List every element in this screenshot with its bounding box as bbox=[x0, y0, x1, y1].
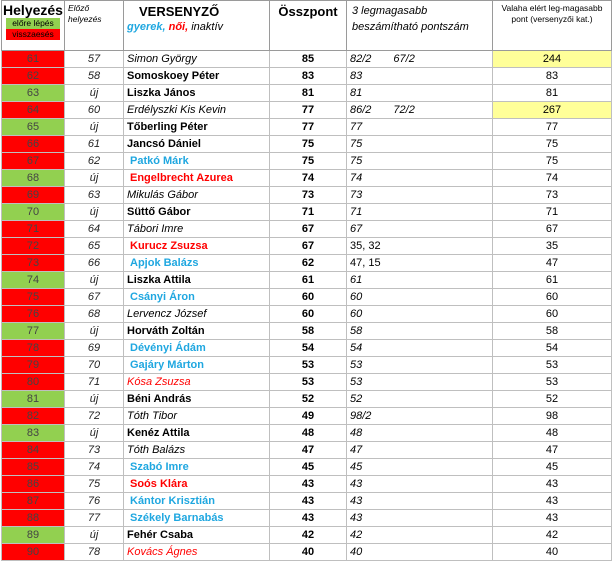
header-max-cell bbox=[493, 1, 612, 51]
competitor-name-cell: Tóth Balázs bbox=[124, 442, 270, 459]
rank-cell: 78 bbox=[2, 340, 65, 357]
total-points-cell: 53 bbox=[270, 357, 347, 374]
competitor-name-cell: Dévényi Ádám bbox=[124, 340, 270, 357]
best3-value-b: 72/2 bbox=[393, 103, 415, 116]
best3-value-a: 81 bbox=[350, 86, 363, 99]
competitor-name-cell: Liszka János bbox=[124, 85, 270, 102]
total-points-cell: 75 bbox=[270, 153, 347, 170]
competitor-name-cell: Tőberling Péter bbox=[124, 119, 270, 136]
rank-cell: 89 bbox=[2, 527, 65, 544]
best3-cell bbox=[347, 136, 493, 153]
total-points-cell: 81 bbox=[270, 85, 347, 102]
header-points-cell bbox=[270, 1, 347, 51]
table-row bbox=[2, 340, 612, 357]
rank-cell: 83 bbox=[2, 425, 65, 442]
rank-cell: 87 bbox=[2, 493, 65, 510]
rank-cell: 71 bbox=[2, 221, 65, 238]
max-points-cell: 43 bbox=[493, 510, 612, 527]
rank-cell: 61 bbox=[2, 51, 65, 68]
max-points-cell: 52 bbox=[493, 391, 612, 408]
rank-cell: 64 bbox=[2, 102, 65, 119]
competitor-name-cell: Somoskoey Péter bbox=[124, 68, 270, 85]
best3-value-a: 45 bbox=[350, 460, 363, 473]
rank-cell: 73 bbox=[2, 255, 65, 272]
table-row bbox=[2, 221, 612, 238]
total-points-cell: 45 bbox=[270, 459, 347, 476]
prev-rank-cell: 64 bbox=[65, 221, 124, 238]
rank-cell: 69 bbox=[2, 187, 65, 204]
best3-cell bbox=[347, 51, 493, 68]
header-row bbox=[2, 1, 612, 51]
table-row bbox=[2, 306, 612, 323]
prev-rank-cell: új bbox=[65, 170, 124, 187]
best3-cell bbox=[347, 170, 493, 187]
max-points-cell: 48 bbox=[493, 425, 612, 442]
max-points-cell: 60 bbox=[493, 306, 612, 323]
competitor-name-cell: Kurucz Zsuzsa bbox=[124, 238, 270, 255]
rank-cell: 62 bbox=[2, 68, 65, 85]
rank-cell: 70 bbox=[2, 204, 65, 221]
rank-cell: 82 bbox=[2, 408, 65, 425]
best3-cell bbox=[347, 102, 493, 119]
table-row bbox=[2, 187, 612, 204]
table-row bbox=[2, 119, 612, 136]
competitor-name-cell: Kenéz Attila bbox=[124, 425, 270, 442]
table-row bbox=[2, 255, 612, 272]
competitor-name-cell: Soós Klára bbox=[124, 476, 270, 493]
table-row bbox=[2, 510, 612, 527]
prev-rank-cell: 61 bbox=[65, 136, 124, 153]
table-row bbox=[2, 459, 612, 476]
rank-cell: 77 bbox=[2, 323, 65, 340]
max-points-cell: 74 bbox=[493, 170, 612, 187]
prev-rank-cell: 67 bbox=[65, 289, 124, 306]
max-points-cell: 45 bbox=[493, 459, 612, 476]
best3-cell bbox=[347, 527, 493, 544]
competitor-name-cell: Patkó Márk bbox=[124, 153, 270, 170]
table-row bbox=[2, 323, 612, 340]
table-row bbox=[2, 153, 612, 170]
prev-rank-cell: 78 bbox=[65, 544, 124, 561]
table-row bbox=[2, 527, 612, 544]
max-points-cell: 98 bbox=[493, 408, 612, 425]
best3-cell bbox=[347, 187, 493, 204]
rank-cell: 76 bbox=[2, 306, 65, 323]
max-points-cell: 53 bbox=[493, 374, 612, 391]
competitor-name-cell: Tóth Tibor bbox=[124, 408, 270, 425]
table-row bbox=[2, 204, 612, 221]
total-points-cell: 42 bbox=[270, 527, 347, 544]
total-points-cell: 62 bbox=[270, 255, 347, 272]
table-row bbox=[2, 272, 612, 289]
competitor-name-cell: Lervencz József bbox=[124, 306, 270, 323]
rank-cell: 86 bbox=[2, 476, 65, 493]
total-points-cell: 47 bbox=[270, 442, 347, 459]
best3-value-a: 67 bbox=[350, 222, 363, 235]
best3-value-a: 82/2 bbox=[350, 52, 372, 65]
rank-cell: 63 bbox=[2, 85, 65, 102]
total-points-cell: 49 bbox=[270, 408, 347, 425]
best3-cell bbox=[347, 289, 493, 306]
legend-youth: gyerek, bbox=[127, 21, 166, 33]
best3-value-a: 61 bbox=[350, 273, 363, 286]
total-points-cell: 85 bbox=[270, 51, 347, 68]
competitor-name-cell: Kósa Zsuzsa bbox=[124, 374, 270, 391]
max-points-cell: 77 bbox=[493, 119, 612, 136]
best3-value-a: 77 bbox=[350, 120, 363, 133]
header-prev-title: Előző helyezés bbox=[68, 3, 102, 24]
header-name-title: VERSENYZŐ bbox=[139, 4, 220, 19]
table-row bbox=[2, 289, 612, 306]
best3-value-a: 83 bbox=[350, 69, 363, 82]
best3-cell bbox=[347, 374, 493, 391]
prev-rank-cell: új bbox=[65, 527, 124, 544]
prev-rank-cell: 63 bbox=[65, 187, 124, 204]
competitor-name-cell: Apjok Balázs bbox=[124, 255, 270, 272]
table-row bbox=[2, 442, 612, 459]
best3-cell bbox=[347, 323, 493, 340]
best3-value-a: 71 bbox=[350, 205, 363, 218]
competitor-name-cell: Süttő Gábor bbox=[124, 204, 270, 221]
total-points-cell: 73 bbox=[270, 187, 347, 204]
best3-value-a: 60 bbox=[350, 290, 363, 303]
header-rank-cell bbox=[2, 1, 65, 51]
header-rank-title: Helyezés bbox=[3, 2, 63, 18]
total-points-cell: 74 bbox=[270, 170, 347, 187]
prev-rank-cell: 72 bbox=[65, 408, 124, 425]
table-row bbox=[2, 238, 612, 255]
prev-rank-cell: új bbox=[65, 425, 124, 442]
best3-value-a: 52 bbox=[350, 392, 363, 405]
rank-cell: 67 bbox=[2, 153, 65, 170]
best3-cell bbox=[347, 272, 493, 289]
total-points-cell: 71 bbox=[270, 204, 347, 221]
table-row bbox=[2, 357, 612, 374]
best3-value-a: 53 bbox=[350, 358, 363, 371]
table-row bbox=[2, 102, 612, 119]
prev-rank-cell: 75 bbox=[65, 476, 124, 493]
competitor-name-cell: Béni András bbox=[124, 391, 270, 408]
table-row bbox=[2, 408, 612, 425]
max-points-cell: 47 bbox=[493, 442, 612, 459]
total-points-cell: 40 bbox=[270, 544, 347, 561]
prev-rank-cell: 71 bbox=[65, 374, 124, 391]
best3-value-a: 86/2 bbox=[350, 103, 372, 116]
best3-value-a: 43 bbox=[350, 511, 363, 524]
rank-cell: 68 bbox=[2, 170, 65, 187]
best3-cell bbox=[347, 442, 493, 459]
best3-value-a: 60 bbox=[350, 307, 363, 320]
total-points-cell: 48 bbox=[270, 425, 347, 442]
best3-value-a: 75 bbox=[350, 154, 363, 167]
max-points-cell: 60 bbox=[493, 289, 612, 306]
table-row bbox=[2, 391, 612, 408]
rank-cell: 79 bbox=[2, 357, 65, 374]
rank-cell: 80 bbox=[2, 374, 65, 391]
competitor-name-cell: Horváth Zoltán bbox=[124, 323, 270, 340]
rank-cell: 84 bbox=[2, 442, 65, 459]
prev-rank-cell: 62 bbox=[65, 153, 124, 170]
best3-cell bbox=[347, 85, 493, 102]
prev-rank-cell: új bbox=[65, 391, 124, 408]
rank-cell: 74 bbox=[2, 272, 65, 289]
max-points-cell: 43 bbox=[493, 493, 612, 510]
best3-value-a: 58 bbox=[350, 324, 363, 337]
table-row bbox=[2, 68, 612, 85]
prev-rank-cell: 74 bbox=[65, 459, 124, 476]
best3-cell bbox=[347, 408, 493, 425]
max-points-cell: 71 bbox=[493, 204, 612, 221]
max-points-cell: 267 bbox=[493, 102, 612, 119]
best3-cell bbox=[347, 476, 493, 493]
prev-rank-cell: 58 bbox=[65, 68, 124, 85]
total-points-cell: 60 bbox=[270, 289, 347, 306]
best3-cell bbox=[347, 493, 493, 510]
total-points-cell: 77 bbox=[270, 119, 347, 136]
best3-cell bbox=[347, 391, 493, 408]
prev-rank-cell: 73 bbox=[65, 442, 124, 459]
max-points-cell: 75 bbox=[493, 136, 612, 153]
best3-value-b: 67/2 bbox=[393, 52, 415, 65]
header-max-title: Valaha elért leg-magasabb pont (versenyzői kat.) bbox=[501, 3, 603, 24]
max-points-cell: 75 bbox=[493, 153, 612, 170]
best3-cell bbox=[347, 340, 493, 357]
header-prev-cell bbox=[65, 1, 124, 51]
best3-cell bbox=[347, 238, 493, 255]
total-points-cell: 43 bbox=[270, 476, 347, 493]
best3-value-a: 47 bbox=[350, 443, 363, 456]
prev-rank-cell: 57 bbox=[65, 51, 124, 68]
prev-rank-cell: 70 bbox=[65, 357, 124, 374]
table-row bbox=[2, 170, 612, 187]
prev-rank-cell: 69 bbox=[65, 340, 124, 357]
prev-rank-cell: új bbox=[65, 272, 124, 289]
header-legend bbox=[127, 21, 266, 34]
total-points-cell: 43 bbox=[270, 493, 347, 510]
table-row bbox=[2, 425, 612, 442]
rank-cell: 88 bbox=[2, 510, 65, 527]
prev-rank-cell: új bbox=[65, 85, 124, 102]
max-points-cell: 42 bbox=[493, 527, 612, 544]
total-points-cell: 77 bbox=[270, 102, 347, 119]
prev-rank-cell: 77 bbox=[65, 510, 124, 527]
best3-value-a: 74 bbox=[350, 171, 363, 184]
total-points-cell: 60 bbox=[270, 306, 347, 323]
best3-value-a: 48 bbox=[350, 426, 363, 439]
max-points-cell: 43 bbox=[493, 476, 612, 493]
total-points-cell: 61 bbox=[270, 272, 347, 289]
total-points-cell: 54 bbox=[270, 340, 347, 357]
best3-value-a: 98/2 bbox=[350, 409, 372, 422]
table-row bbox=[2, 136, 612, 153]
prev-rank-cell: új bbox=[65, 323, 124, 340]
header-rank-down-label: visszaesés bbox=[6, 29, 60, 40]
max-points-cell: 47 bbox=[493, 255, 612, 272]
best3-value-a: 43 bbox=[350, 494, 363, 507]
competitor-name-cell: Csányi Áron bbox=[124, 289, 270, 306]
total-points-cell: 83 bbox=[270, 68, 347, 85]
table-row bbox=[2, 85, 612, 102]
ranking-table bbox=[1, 0, 612, 561]
competitor-name-cell: Engelbrecht Azurea bbox=[124, 170, 270, 187]
best3-cell bbox=[347, 306, 493, 323]
max-points-cell: 35 bbox=[493, 238, 612, 255]
competitor-name-cell: Liszka Attila bbox=[124, 272, 270, 289]
best3-value-a: 43 bbox=[350, 477, 363, 490]
competitor-name-cell: Mikulás Gábor bbox=[124, 187, 270, 204]
legend-inactive: inaktív bbox=[191, 21, 224, 33]
max-points-cell: 73 bbox=[493, 187, 612, 204]
prev-rank-cell: 66 bbox=[65, 255, 124, 272]
competitor-name-cell: Fehér Csaba bbox=[124, 527, 270, 544]
max-points-cell: 58 bbox=[493, 323, 612, 340]
table-row bbox=[2, 493, 612, 510]
total-points-cell: 75 bbox=[270, 136, 347, 153]
table-row bbox=[2, 374, 612, 391]
max-points-cell: 53 bbox=[493, 357, 612, 374]
rank-cell: 81 bbox=[2, 391, 65, 408]
best3-cell bbox=[347, 68, 493, 85]
prev-rank-cell: 65 bbox=[65, 238, 124, 255]
prev-rank-cell: 76 bbox=[65, 493, 124, 510]
legend-female: női, bbox=[168, 21, 189, 33]
header-rank-up-label: előre lépés bbox=[6, 18, 60, 29]
best3-value-a: 40 bbox=[350, 545, 363, 558]
total-points-cell: 58 bbox=[270, 323, 347, 340]
best3-value-a: 54 bbox=[350, 341, 363, 354]
competitor-name-cell: Simon György bbox=[124, 51, 270, 68]
rank-cell: 72 bbox=[2, 238, 65, 255]
total-points-cell: 52 bbox=[270, 391, 347, 408]
max-points-cell: 244 bbox=[493, 51, 612, 68]
best3-cell bbox=[347, 153, 493, 170]
rank-cell: 85 bbox=[2, 459, 65, 476]
max-points-cell: 54 bbox=[493, 340, 612, 357]
prev-rank-cell: 60 bbox=[65, 102, 124, 119]
header-name-cell bbox=[124, 1, 270, 51]
competitor-name-cell: Tábori Imre bbox=[124, 221, 270, 238]
rank-cell: 65 bbox=[2, 119, 65, 136]
prev-rank-cell: új bbox=[65, 119, 124, 136]
max-points-cell: 83 bbox=[493, 68, 612, 85]
table-row bbox=[2, 476, 612, 493]
competitor-name-cell: Kántor Krisztián bbox=[124, 493, 270, 510]
best3-cell bbox=[347, 510, 493, 527]
best3-cell bbox=[347, 119, 493, 136]
best3-value-a: 73 bbox=[350, 188, 363, 201]
best3-value-a: 35, 32 bbox=[350, 239, 381, 252]
rank-cell: 66 bbox=[2, 136, 65, 153]
rank-cell: 75 bbox=[2, 289, 65, 306]
total-points-cell: 67 bbox=[270, 221, 347, 238]
table-row bbox=[2, 51, 612, 68]
competitor-name-cell: Szabó Imre bbox=[124, 459, 270, 476]
competitor-name-cell: Gajáry Márton bbox=[124, 357, 270, 374]
max-points-cell: 40 bbox=[493, 544, 612, 561]
best3-value-a: 42 bbox=[350, 528, 363, 541]
header-points-title: Összpont bbox=[278, 4, 338, 19]
best3-cell bbox=[347, 357, 493, 374]
best3-value-a: 75 bbox=[350, 137, 363, 150]
prev-rank-cell: új bbox=[65, 204, 124, 221]
max-points-cell: 81 bbox=[493, 85, 612, 102]
max-points-cell: 61 bbox=[493, 272, 612, 289]
best3-cell bbox=[347, 255, 493, 272]
max-points-cell: 67 bbox=[493, 221, 612, 238]
best3-cell bbox=[347, 425, 493, 442]
total-points-cell: 67 bbox=[270, 238, 347, 255]
header-best3-cell bbox=[347, 1, 493, 51]
competitor-name-cell: Székely Barnabás bbox=[124, 510, 270, 527]
total-points-cell: 43 bbox=[270, 510, 347, 527]
best3-cell bbox=[347, 459, 493, 476]
best3-value-a: 53 bbox=[350, 375, 363, 388]
best3-cell bbox=[347, 221, 493, 238]
rank-cell: 90 bbox=[2, 544, 65, 561]
header-best3-title: 3 legmagasabb beszámítható pontszám bbox=[352, 5, 469, 33]
prev-rank-cell: 68 bbox=[65, 306, 124, 323]
competitor-name-cell: Erdélyszki Kis Kevin bbox=[124, 102, 270, 119]
total-points-cell: 53 bbox=[270, 374, 347, 391]
best3-cell bbox=[347, 204, 493, 221]
competitor-name-cell: Kovács Ágnes bbox=[124, 544, 270, 561]
best3-value-a: 47, 15 bbox=[350, 256, 381, 269]
competitor-name-cell: Jancsó Dániel bbox=[124, 136, 270, 153]
